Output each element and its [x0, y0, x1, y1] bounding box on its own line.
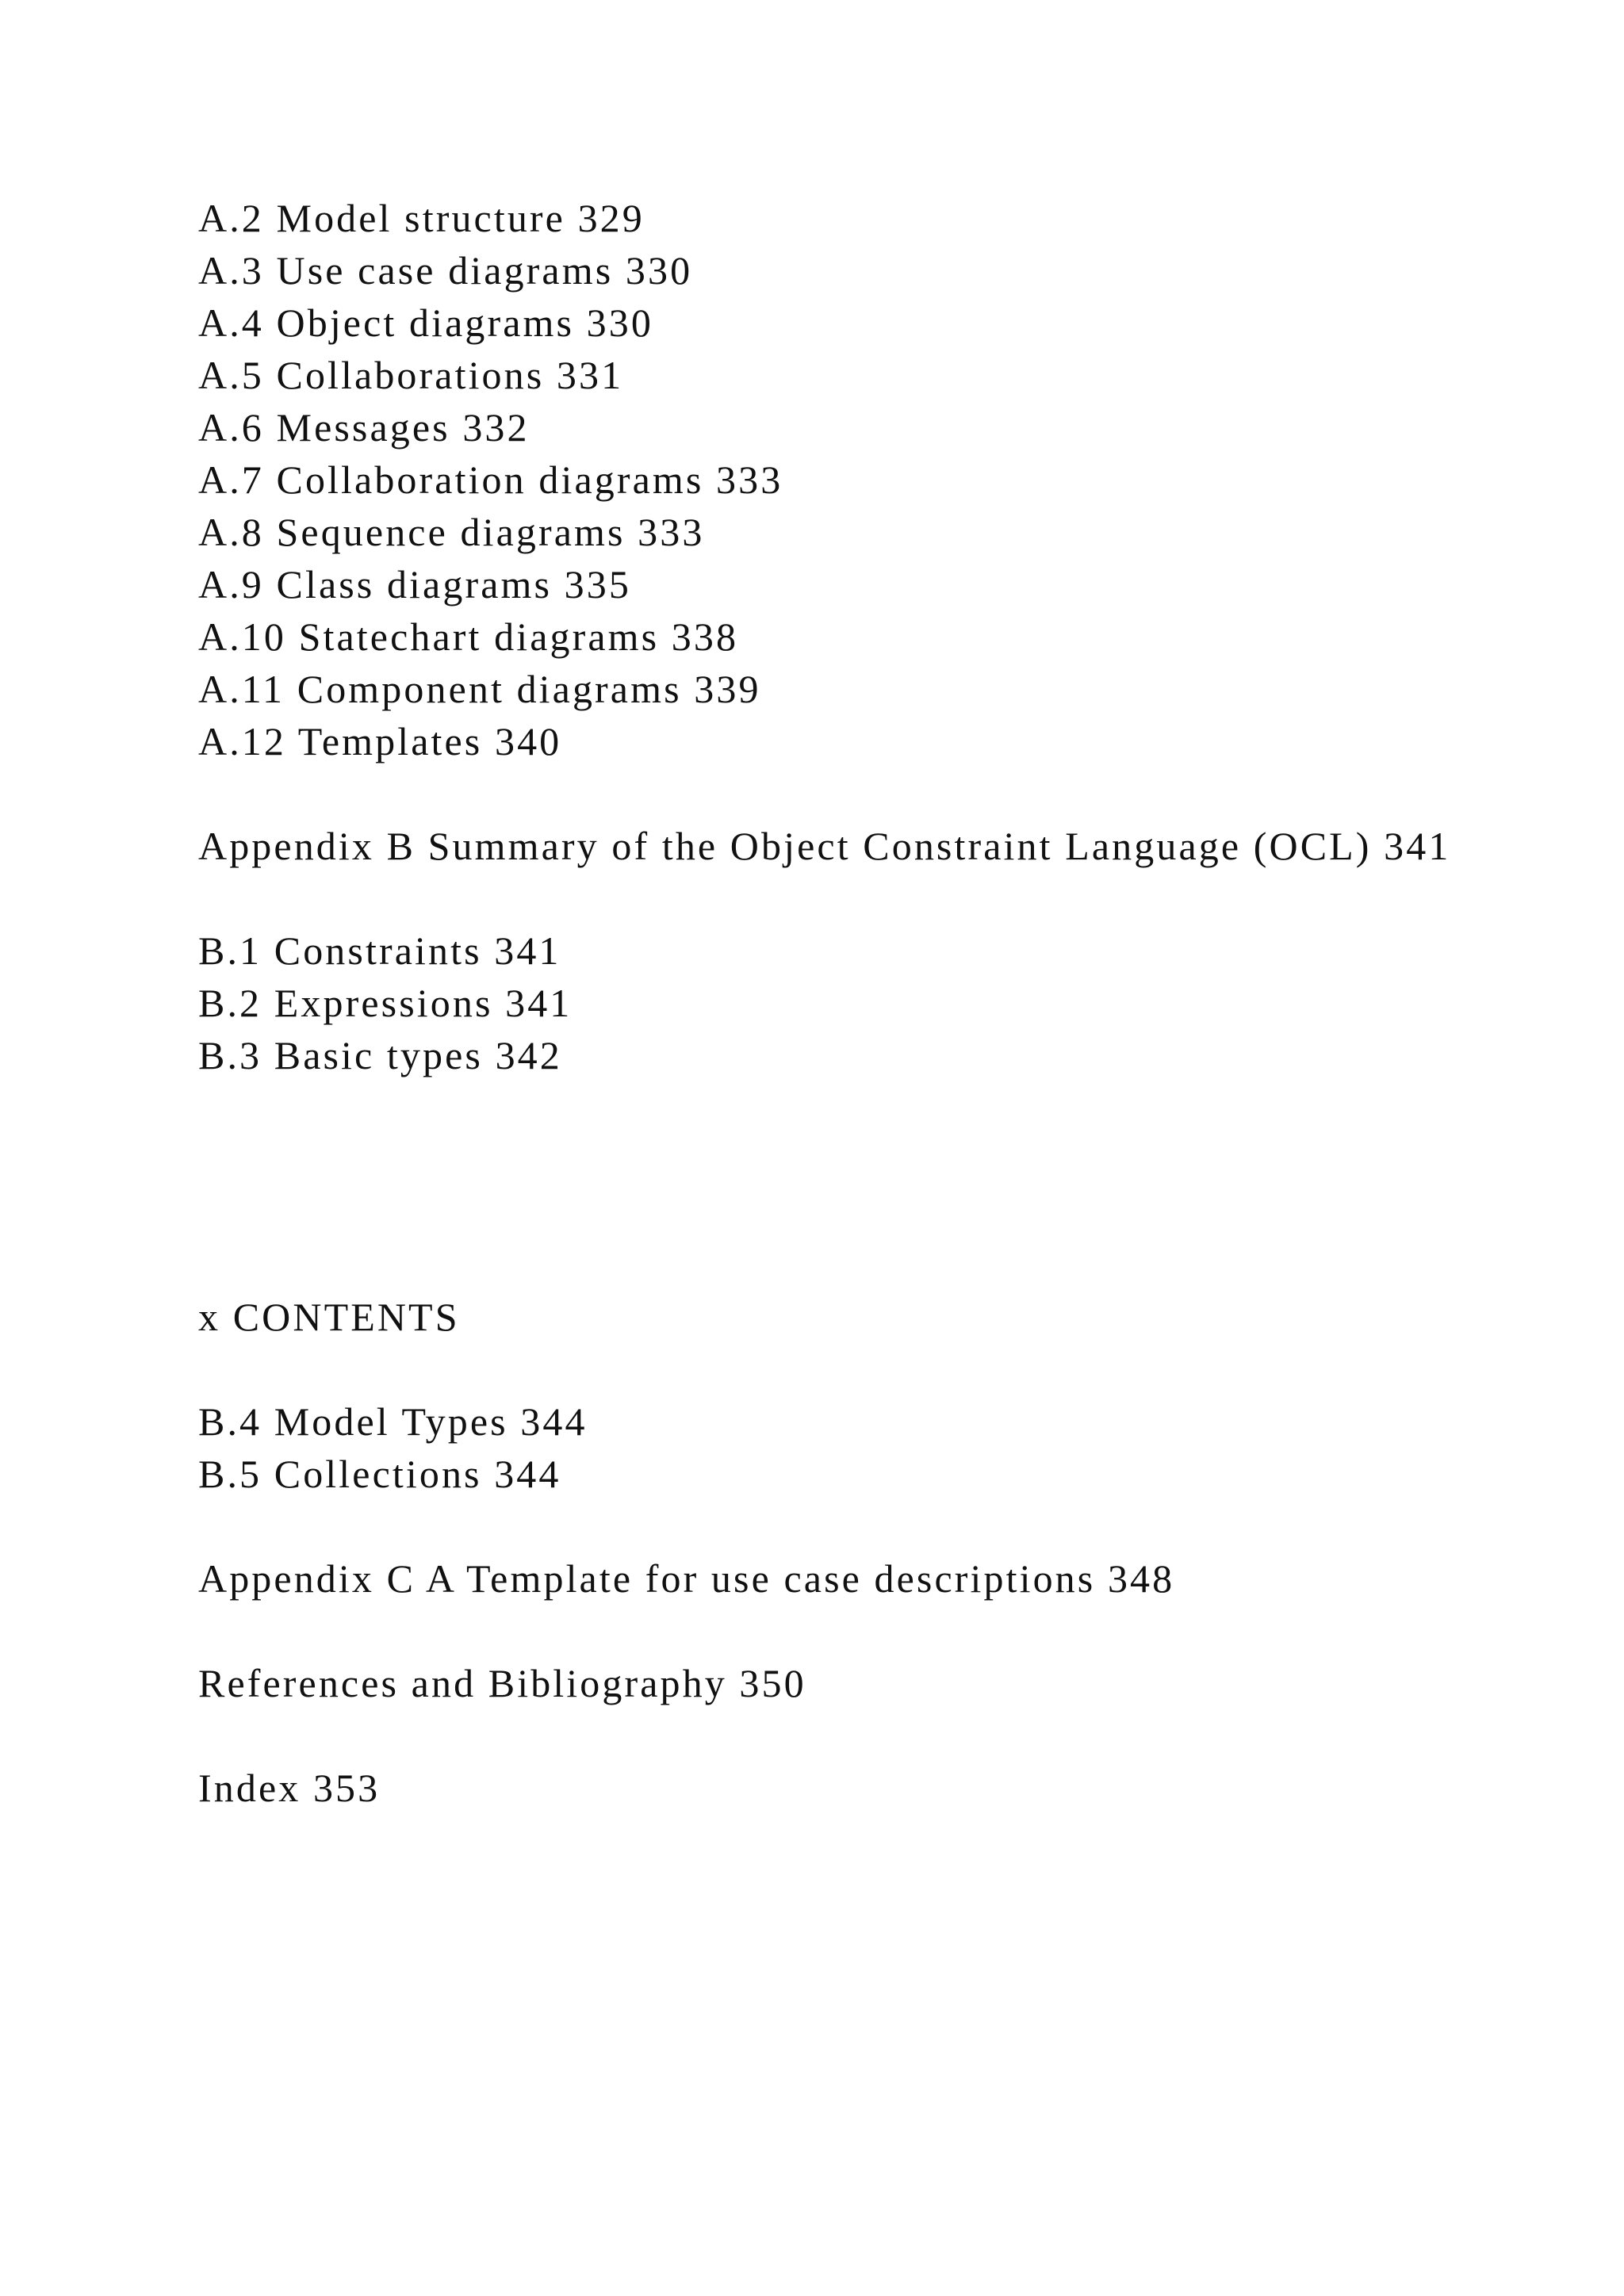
toc-entry-a4: A.4 Object diagrams 330 [198, 300, 653, 345]
spacer [198, 767, 1499, 820]
toc-entry-b4: B.4 Model Types 344 [198, 1399, 588, 1444]
toc-entry-references: References and Bibliography 350 [198, 1661, 806, 1705]
table-of-contents [198, 192, 1499, 1814]
spacer [198, 1081, 1499, 1291]
toc-entry-a12: A.12 Templates 340 [198, 719, 562, 763]
toc-entry-a11: A.11 Component diagrams 339 [198, 667, 761, 711]
toc-entry-a5: A.5 Collaborations 331 [198, 353, 624, 397]
appendix-b-section-list-continued [198, 1395, 1499, 1500]
spacer [198, 1500, 1499, 1552]
spacer [198, 1343, 1499, 1395]
appendix-a-section-list [198, 192, 1499, 767]
toc-entry-appendix-b: Appendix B Summary of the Object Constraint Language (OCL) 341 [198, 824, 1451, 868]
toc-entry-a9: A.9 Class diagrams 335 [198, 562, 631, 607]
appendix-b-section-list [198, 924, 1499, 1081]
spacer [198, 872, 1499, 924]
running-header: x CONTENTS [198, 1295, 460, 1339]
toc-entry-b1: B.1 Constraints 341 [198, 928, 561, 973]
toc-entry-index: Index 353 [198, 1766, 381, 1810]
toc-entry-a7: A.7 Collaboration diagrams 333 [198, 457, 783, 502]
spacer [198, 1605, 1499, 1657]
toc-entry-a2: A.2 Model structure 329 [198, 196, 645, 240]
toc-entry-b3: B.3 Basic types 342 [198, 1033, 562, 1077]
toc-entry-b2: B.2 Expressions 341 [198, 981, 573, 1025]
toc-entry-a6: A.6 Messages 332 [198, 405, 530, 450]
toc-entry-a8: A.8 Sequence diagrams 333 [198, 510, 705, 554]
spacer [198, 1709, 1499, 1762]
toc-entry-appendix-c: Appendix C A Template for use case descriptions 348 [198, 1556, 1175, 1601]
toc-entry-b5: B.5 Collections 344 [198, 1452, 561, 1496]
toc-entry-a3: A.3 Use case diagrams 330 [198, 248, 693, 293]
toc-entry-a10: A.10 Statechart diagrams 338 [198, 614, 739, 659]
